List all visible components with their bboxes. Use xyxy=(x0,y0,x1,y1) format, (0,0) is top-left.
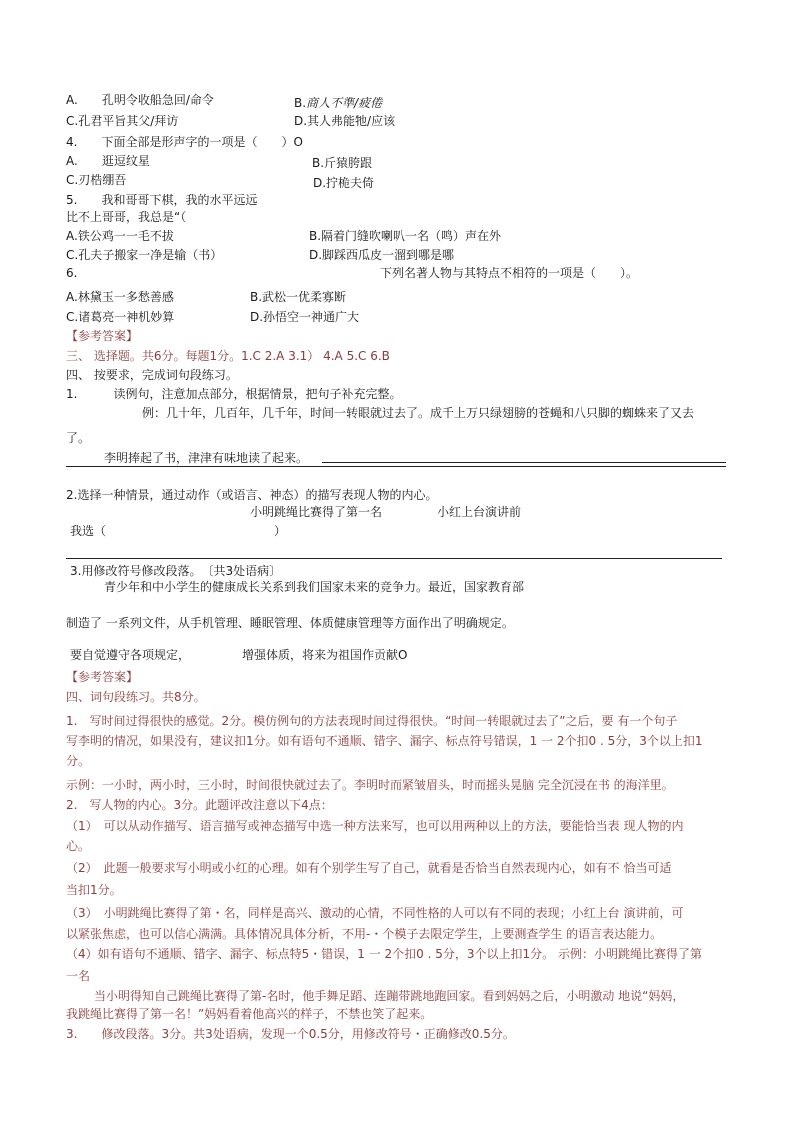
answer2-score-heading: 四、词句段练习。共8分。 xyxy=(66,690,206,704)
section4-q1-example-cont: 了。 xyxy=(66,431,91,445)
section4-q2-option1: 小明跳绳比赛得了第一名 xyxy=(250,505,383,519)
section4-q1-stem: 1. 读例句，注意加点部分，根据情景，把句子补充完整。 xyxy=(66,387,402,401)
answer2-a1-line2: 写李明的情况，如果没有，建议扣1分。如有语句不通顺、错字、漏字、标点符号错误，1 一 2个扣0 . 5分，3个以上扣1 xyxy=(66,734,703,748)
q5-stem-line2: 比不上哥哥，我总是“（ xyxy=(66,210,187,224)
answer2-a2-point3-line2: 以紧张焦虑，也可以信心满满。具体情况具体分析，不用-・个模子去限定学生，上要测查学生 的语言表达能力。 xyxy=(66,927,663,941)
answer2-a2-example-line1: 当小明得知自己跳绳比赛得了第-名时，他手舞足蹈、连蹦带跳地跑回家。看到妈妈之后，小明激动 地说“妈妈， xyxy=(94,989,685,1003)
answer-line xyxy=(322,462,726,463)
answer2-a2-example-line2: 我跳绳比赛得了第一名！”妈妈看着他高兴的样子，不禁也笑了起来。 xyxy=(66,1007,433,1021)
q6-stem: 下列名著人物与其特点不相符的一项是（ ）。 xyxy=(380,266,639,280)
section4-q3-paragraph-line1: 青少年和中小学生的健康成长关系到我们国家未来的竞争力。最近，国家教育部 xyxy=(104,580,525,594)
section4-heading: 四、 按要求，完成词句段练习。 xyxy=(66,368,238,382)
q5-option-a: A.铁公鸡一一毛不拔 xyxy=(66,229,174,243)
answer1-heading: 【参考答案】 xyxy=(66,329,139,343)
q6-option-a: A.林黛玉一多愁善感 xyxy=(66,290,174,304)
answer-line xyxy=(66,558,722,559)
answer2-a3: 3. 修改段落。3分。共3处语病，发现一个0.5分，用修改符号・正确修改0.5分。 xyxy=(66,1027,515,1041)
answer2-a1-line3: 分。 xyxy=(66,754,91,768)
q3-option-a: A. 孔明令收船急回/命令 xyxy=(66,93,214,107)
q4-option-c: C.刃梏绷吾 xyxy=(66,173,127,187)
q3-option-b xyxy=(294,95,382,111)
q3-option-b-text: 商人不準/疲倦 xyxy=(306,96,383,110)
answer2-a2-point4-line1: （4）如有语句不通顺、错字、漏字、标点特5・错误，1 一 2个扣0 . 5分，3个以上扣1分。 示例：小明跳绳比赛得了第 xyxy=(66,947,702,961)
q3-option-c: C.孔君平旨其父/拜访 xyxy=(66,114,179,128)
answer2-heading: 【参考答案】 xyxy=(66,670,139,684)
q4-stem: 4. 下面全部是形声字的一项是（ ）O xyxy=(66,135,303,149)
q3-option-b-letter: B. xyxy=(294,96,307,110)
answer2-a2-heading: 2. 写人物的内心。3分。此题评改注意以下4点： xyxy=(66,798,333,812)
q3-option-d: D.其人弗能牠/应该 xyxy=(294,114,396,128)
section4-q3-paragraph-line3b: 增强体质，将来为祖国作贡献O xyxy=(242,648,408,662)
q6-option-b: B.武松一优柔寡断 xyxy=(250,290,347,304)
q5-option-d: D.脚踩西瓜皮一溜到哪是哪 xyxy=(309,248,455,262)
answer2-a2-point1-line1: （1） 可以从动作描写、语言描写或神态描写中选一种方法来写，也可以用两种以上的方法，要能恰当表 现人物的内 xyxy=(66,819,684,833)
answer2-a2-point4-line2: 一名 xyxy=(66,969,91,983)
q6-option-c: C.诸葛亮一神机妙算 xyxy=(66,310,175,324)
q4-option-a: A. 逛逗纹星 xyxy=(66,154,150,168)
section4-q3-paragraph-line2: 制造了 一系列文件，从手机管理、睡眠管理、体质健康管理等方面作出了明确规定。 xyxy=(66,616,514,630)
section4-q1-prompt: 李明捧起了书，津津有味地读了起来。 xyxy=(104,451,309,465)
answer2-a2-point2-line1: （2） 此题一般要求写小明或小红的心理。如有个别学生写了自己，就看是否恰当自然表现内心，如有不 恰当可适 xyxy=(66,861,672,875)
q5-stem-line1: 5. 我和哥哥下棋，我的水平远远 xyxy=(66,193,258,207)
answer2-a2-point3-line1: （3） 小明跳绳比赛得了第・名，同样是高兴、激动的心情，不同性格的人可以有不同的表现；小红上台 演讲前，可 xyxy=(66,906,684,920)
answer2-a2-point1-line2: 心。 xyxy=(66,839,91,853)
q4-option-b: B.斤猿胯跟 xyxy=(312,156,373,170)
q6-number: 6. xyxy=(66,266,78,280)
section4-q3-paragraph-line3a: 要自觉遵守各项规定， xyxy=(70,648,191,662)
answer2-a1-example: 示例：一小时，两小时，三小时，时间很快就过去了。李明时而紧皱眉头，时而摇头晃脑 完全沉浸在书 的海洋里。 xyxy=(66,778,674,792)
answer2-a2-point2-line2: 当扣1分。 xyxy=(66,883,122,897)
answer-line xyxy=(66,466,726,467)
section4-q2-stem: 2.选择一种情景，通过动作（或语言、神态）的描写表现人物的内心。 xyxy=(66,488,438,502)
section4-q1-example: 例：几十年，几百年，几千年，时间一转眼就过去了。成千上万只绿翅膀的苍蝇和八只脚的蜘蛛来了又去 xyxy=(142,406,695,420)
section4-q2-option2: 小红上台演讲前 xyxy=(437,505,522,519)
q6-option-d: D.孙悟空一神通广大 xyxy=(250,310,360,324)
answer2-a1-line1: 1. 写时间过得很快的感觉。2分。模仿例句的方法表现时间过得很快。“时间一转眼就过去了”之后，要 有一个句子 xyxy=(66,714,678,728)
section4-q2-choose: 我选（ ） xyxy=(70,524,287,538)
answer1-text: 三、 选择题。共6分。每题1分。1.C 2.A 3.1） 4.A 5.C 6.B xyxy=(66,349,390,363)
section4-q3-stem: 3.用修改符号修改段落。 〔共3处语病〕 xyxy=(70,564,282,578)
q5-option-b: B.隔着门缝吹喇叭一名（鸣）声在外 xyxy=(309,229,502,243)
q5-option-c: C.孔夫子搬家一净是输（书） xyxy=(66,248,223,262)
q4-option-d: D.拧桅夫倚 xyxy=(313,176,375,190)
